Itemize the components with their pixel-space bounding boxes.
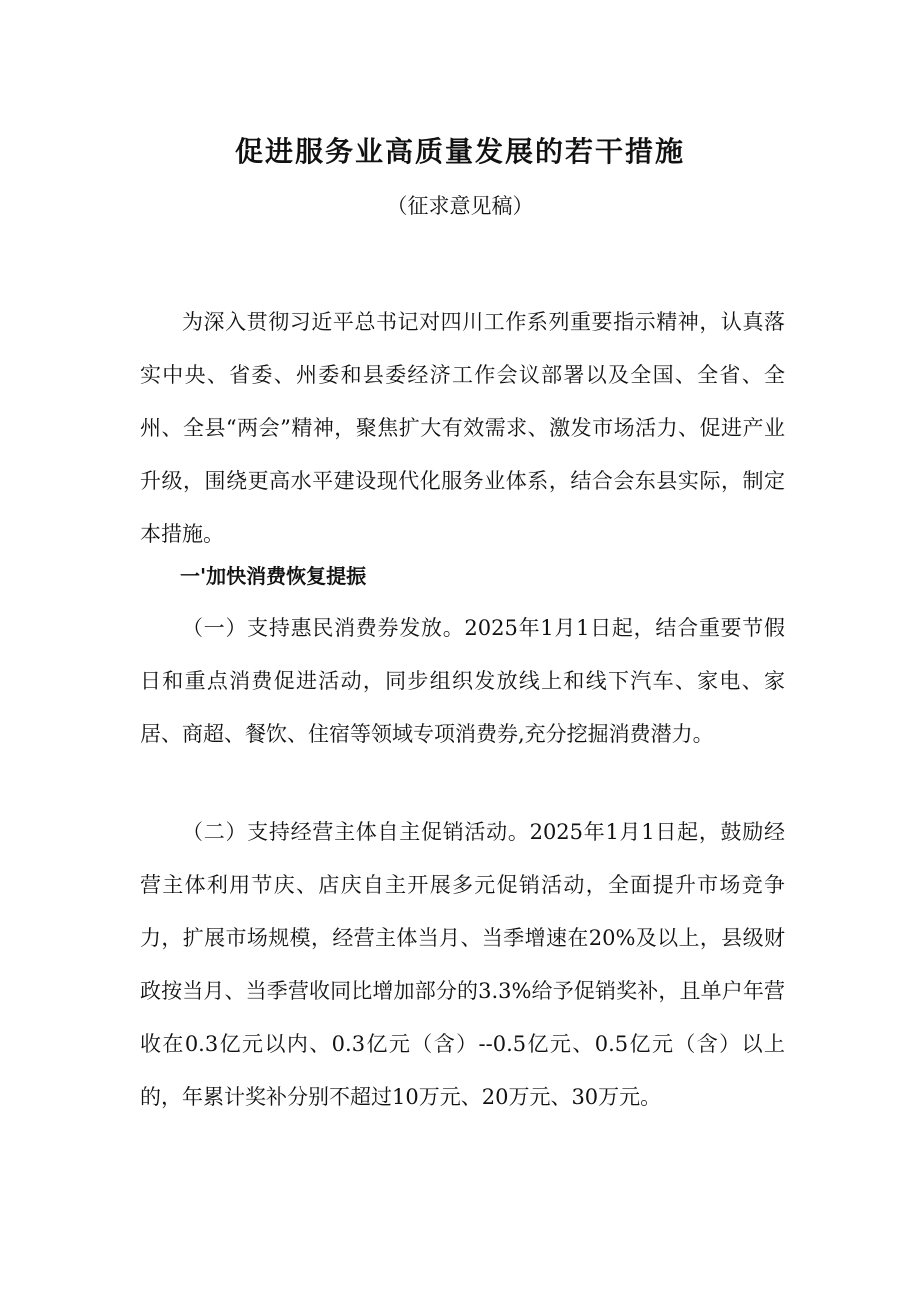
section-item-2: （二）支持经营主体自主促销活动。2025年1月1日起，鼓励经营主体利用节庆、店庆自主开展多元促销活动，全面提升市场竞争力，扩展市场规模，经营主体当月、当季增速在20%及以上，县级财政按当月、当季营收同比增加部分的3.3%给予促销奖补，且单户年营收在0.3亿元以内、0.3亿元（含）--0.5亿元、0.5亿元（含）以上的，年累计奖补分别不超过10万元、20万元、30万元。 bbox=[140, 820, 785, 1109]
section-heading: 一'加快消费恢复提振 bbox=[180, 564, 367, 588]
document-subtitle: （征求意见稿） bbox=[386, 194, 534, 218]
intro-paragraph: 为深入贯彻习近平总书记对四川工作系列重要指示精神，认真落实中央、省委、州委和县委经济工作会议部署以及全国、全省、全州、全县“两会”精神，聚焦扩大有效需求、激发市场活力、促进产业升级，围绕更高水平建设现代化服务业体系，结合会东县实际，制定本措施。 bbox=[140, 310, 785, 546]
section-item-1: （一）支持惠民消费券发放。2025年1月1日起，结合重要节假日和重点消费促进活动，同步组织发放线上和线下汽车、家电、家居、商超、餐饮、住宿等领域专项消费券,充分挖掘消费潜力。 bbox=[140, 616, 785, 746]
document-title: 促进服务业高质量发展的若干措施 bbox=[234, 135, 685, 168]
